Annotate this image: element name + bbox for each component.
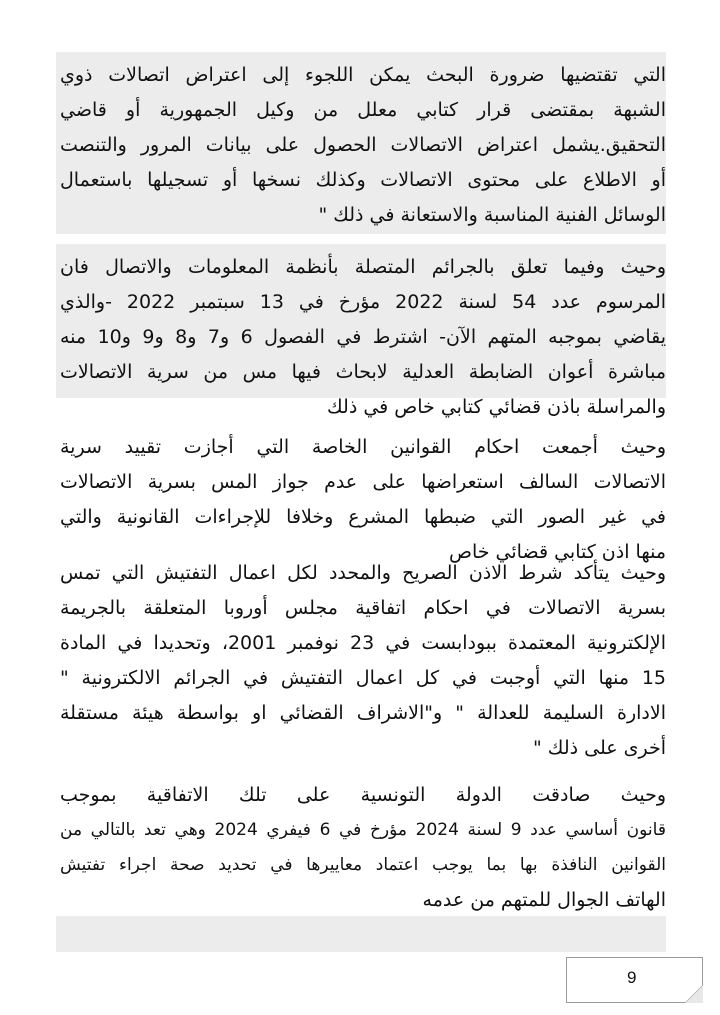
paragraph-line: التي تقتضيها ضرورة البحث يمكن اللجوء إلى اعتراض اتصالات ذوي bbox=[60, 64, 666, 86]
paragraph-line: وحيث وفيما تعلق بالجرائم المتصلة بأنظمة المعلومات والاتصال فان bbox=[60, 256, 666, 278]
paragraph-line: أو الاطلاع على محتوى الاتصالات وكذلك نسخها أو تسجيلها باستعمال bbox=[60, 169, 666, 191]
page-number: 9 bbox=[627, 968, 637, 987]
paragraph-line: وحيث يتأكد شرط الاذن الصريح والمحدد لكل اعمال التفتيش التي تمس bbox=[60, 562, 666, 584]
paragraph-line: الوسائل الفنية المناسبة والاستعانة في ذلك " bbox=[318, 204, 666, 226]
paragraph-line: وحيث أجمعت احكام القوانين الخاصة التي أجازت تقييد سرية bbox=[60, 436, 666, 458]
shaded-block-3 bbox=[56, 916, 666, 952]
paragraph-line: مباشرة أعوان الضابطة العدلية لابحاث فيها مس من سرية الاتصالات bbox=[60, 361, 666, 383]
paragraph-line: المرسوم عدد 54 لسنة 2022 مؤرخ في 13 سبتمبر 2022 -والذي bbox=[60, 291, 666, 313]
paragraph-line: الشبهة بمقتضى قرار كتابي معلل من وكيل الجمهورية أو قاضي bbox=[60, 99, 666, 121]
page-fold-corner bbox=[685, 985, 703, 1003]
paragraph-line: يقاضي بموجبه المتهم الآن- اشترط في الفصول 6 و7 و8 و9 و10 منه bbox=[60, 326, 666, 348]
page-number-box bbox=[566, 957, 703, 1003]
paragraph-line: التحقيق.يشمل اعتراض الاتصالات الحصول على بيانات المرور والتنصت bbox=[60, 134, 666, 156]
paragraph-line: في غير الصور التي ضبطها المشرع وخلافا للإجراءات القانونية والتي bbox=[60, 506, 666, 528]
paragraph-line: قانون أساسي عدد 9 لسنة 2024 مؤرخ في 6 فيفري 2024 وهي تعد بالتالي من bbox=[60, 820, 666, 840]
paragraph-4 bbox=[60, 556, 666, 766]
paragraph-line: بسرية الاتصالات في احكام اتفاقية مجلس أوروبا المتعلقة بالجريمة bbox=[60, 597, 666, 619]
paragraph-line: منها اذن كتابي قضائي خاص bbox=[449, 541, 666, 563]
paragraph-3 bbox=[60, 430, 666, 570]
paragraph-line: الاتصالات السالف استعراضها على عدم جواز المس بسرية الاتصالات bbox=[60, 471, 666, 493]
paragraph-5 bbox=[60, 778, 666, 918]
paragraph-line: الادارة السليمة للعدالة " و"الاشراف القضائي او بواسطة هيئة مستقلة bbox=[60, 702, 666, 724]
paragraph-line: وحيث صادقت الدولة التونسية على تلك الاتفاقية بموجب bbox=[60, 784, 666, 806]
paragraph-2 bbox=[60, 250, 666, 425]
paragraph-line: 15 منها التي أوجبت في كل اعمال التفتيش في الجرائم الالكترونية " bbox=[60, 667, 666, 689]
paragraph-line: والمراسلة باذن قضائي كتابي خاص في ذلك bbox=[327, 396, 666, 418]
paragraph-line: الإلكترونية المعتمدة ببودابست في 23 نوفمبر 2001، وتحديدا في المادة bbox=[60, 632, 666, 654]
paragraph-line: أخرى على ذلك " bbox=[533, 737, 666, 759]
paragraph-line: القوانين النافذة بها بما يوجب اعتماد معاييرها في تحديد صحة اجراء تفتيش bbox=[60, 855, 666, 875]
paragraph-1 bbox=[60, 58, 666, 233]
paragraph-line: الهاتف الجوال للمتهم من عدمه bbox=[422, 889, 666, 911]
